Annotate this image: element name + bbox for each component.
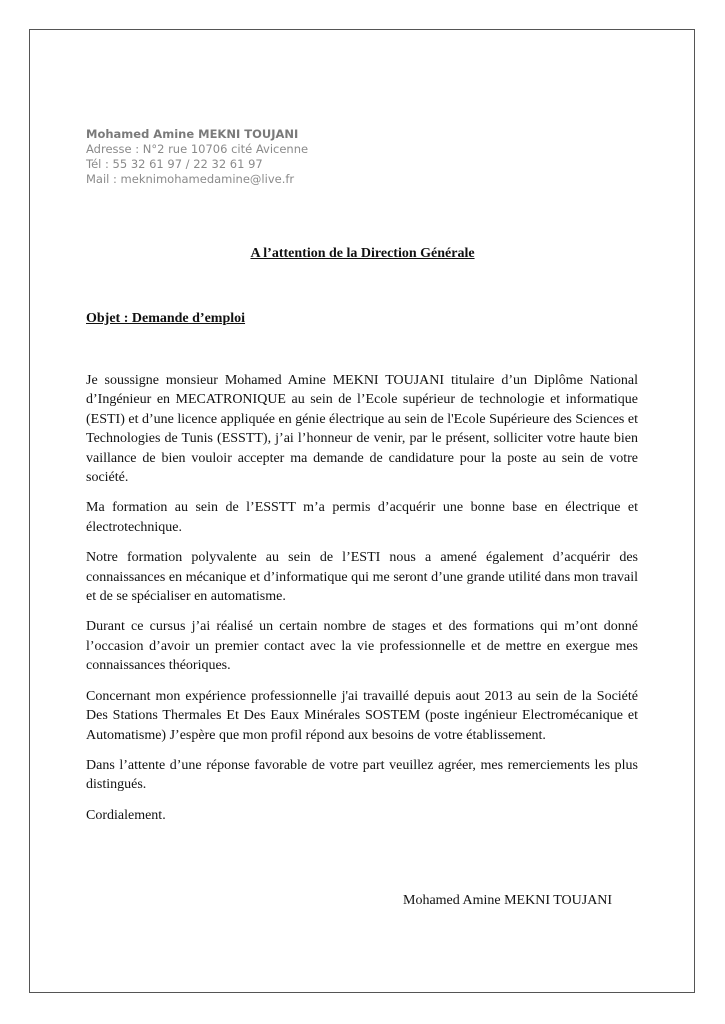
sender-address: Adresse : N°2 rue 10706 cité Avicenne (86, 142, 309, 156)
paragraph-esti: Notre formation polyvalente au sein de l’ESTI nous a amené également d’acquérir des connaissances en mécanique et d’informatique qui me seront d’une grande utilité dans mon travail et de se spécialiser en automatisme. (86, 550, 638, 605)
sender-name: Mohamed Amine MEKNI TOUJANI (86, 127, 299, 141)
sender-phone: Tél : 55 32 61 97 / 22 32 61 97 (86, 157, 263, 171)
paragraph-cordialement: Cordialement. (86, 807, 166, 823)
attention-heading: A l’attention de la Direction Générale (250, 246, 475, 261)
paragraph-cursus: Durant ce cursus j’ai réalisé un certain nombre de stages et des formations qui m’ont donné l’occasion d’avoir un premier contact avec la vie professionnelle et de mettre en exergue mes connaissances théoriques. (86, 619, 638, 674)
sender-mail: Mail : meknimohamedamine@live.fr (86, 172, 295, 186)
sender-block (86, 127, 308, 187)
paragraph-intro: Je soussigne monsieur Mohamed Amine MEKNI TOUJANI titulaire d’un Diplôme National d’Ingénieur en MECATRONIQUE au sein de l’Ecole supérieur de technologie et informatique (ESTI) et d’une licence appliquée en génie électrique au sein de l'Ecole Supérieure des Sciences et Technologies de Tunis (ESSTT), j’ai l’honneur de venir, par le présent, solliciter votre haute bien vaillance de bien vouloir accepter ma demande de candidature pour la poste au sein de votre société. (86, 373, 638, 486)
letter-body (86, 371, 638, 836)
object-line: Objet : Demande d’emploi (86, 311, 246, 326)
paragraph-esstt: Ma formation au sein de l’ESSTT m’a permis d’acquérir une bonne base en électrique et électrotechnique. (86, 500, 638, 535)
paragraph-closing: Dans l’attente d’une réponse favorable de votre part veuillez agréer, mes remerciements les plus distingués. (86, 757, 638, 793)
signature: Mohamed Amine MEKNI TOUJANI (403, 893, 613, 908)
paragraph-experience: Concernant mon expérience professionnelle j'ai travaillé depuis aout 2013 au sein de la Société Des Stations Thermales Et Des Eaux Minérales SOSTEM (poste ingénieur Electromécanique et Automatisme) J’espère que mon profil répond aux besoins de votre établissement. (86, 688, 638, 743)
